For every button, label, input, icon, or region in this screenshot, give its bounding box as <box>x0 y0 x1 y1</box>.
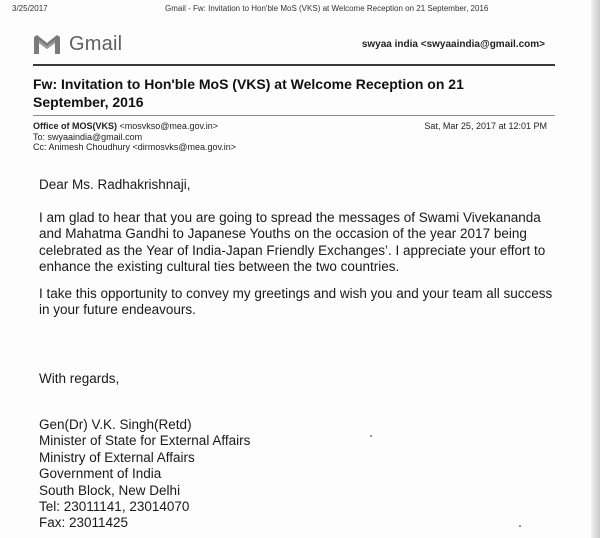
page-edge-shadow <box>591 0 600 538</box>
closing: With regards, <box>39 371 120 386</box>
gmail-logo[interactable] <box>33 32 122 56</box>
print-date: 3/25/2017 <box>12 4 48 13</box>
header-divider <box>33 64 555 66</box>
gmail-wordmark: Gmail <box>69 32 123 55</box>
email-subject: Fw: Invitation to Hon'ble MoS (VKS) at Welcome Reception on 21 September, 2016 <box>33 76 464 110</box>
sender-email: <mosvkso@mea.gov.in> <box>119 121 219 131</box>
sent-date: Sat, Mar 25, 2017 at 12:01 PM <box>424 121 547 131</box>
signature-line: Tel: 23011141, 23014070 <box>39 499 190 515</box>
scan-speck <box>519 525 521 527</box>
subject-divider <box>33 115 555 116</box>
signature-line: Gen(Dr) V.K. Singh(Retd) <box>39 417 192 432</box>
recipient-to: To: swyaaindia@gmail.com <box>33 131 143 142</box>
recipient-cc: Cc: Animesh Choudhury <dirmosvks@mea.gov.in> <box>33 142 237 152</box>
gmail-envelope-icon <box>33 34 61 55</box>
signature-line: Minister of State for External Affairs <box>39 433 251 449</box>
message-header <box>33 121 555 153</box>
signature-line: Government of India <box>39 466 162 482</box>
scan-speck <box>370 435 372 437</box>
print-title: Gmail - Fw: Invitation to Hon'ble MoS (VKS) at Welcome Reception on 21 September, 2016 <box>165 4 489 13</box>
body-paragraph-2: I take this opportunity to convey my greetings and wish you and your team all success in your future endeavours. <box>39 286 553 318</box>
signature-line: South Block, New Delhi <box>39 482 181 498</box>
sender-name: Office of MOS(VKS) <box>33 121 118 131</box>
greeting: Dear Ms. Radhakrishnaji, <box>39 177 191 192</box>
print-header <box>6 2 586 14</box>
account-info: swyaa india <swyaaindia@gmail.com> <box>361 39 545 50</box>
signature-block <box>39 417 250 532</box>
signature-line: Fax: 23011425 <box>39 515 129 531</box>
signature-line: Ministry of External Affairs <box>39 449 195 465</box>
body-paragraph-1: I am glad to hear that you are going to spread the messages of Swami Vivekananda and Mahatma Gandhi to Japanese Youths on the occasion of the year 2017 being celebrated as the Year of India-Japan Friendly Exchanges’. I appreciate your effort to enhance the existing cultural ties between the two countries. <box>39 210 546 274</box>
